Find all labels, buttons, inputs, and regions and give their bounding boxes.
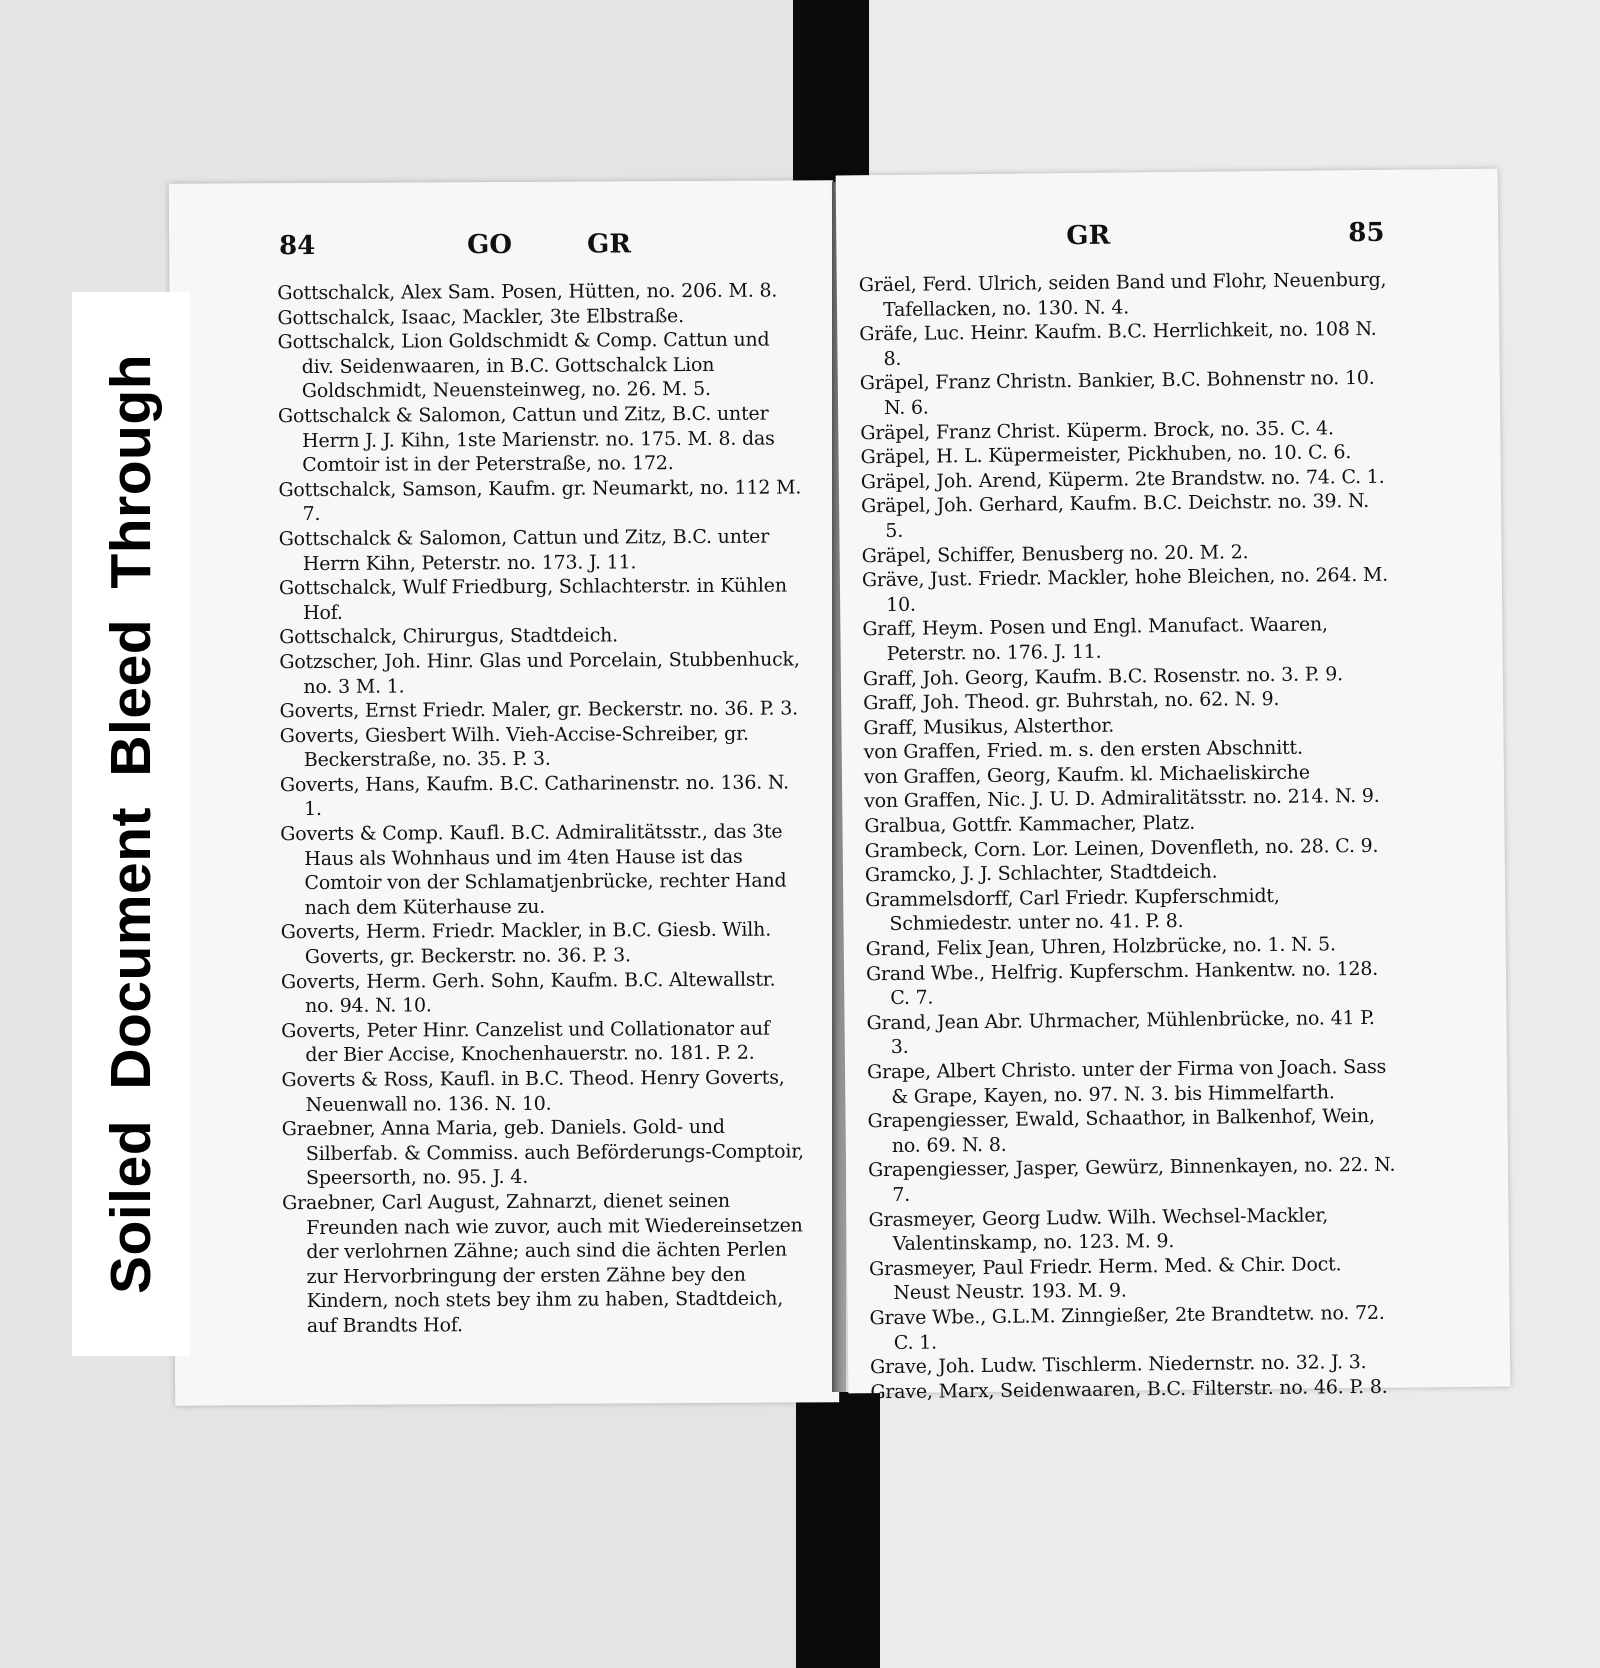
- soiled-document-label: Soiled Document Bleed Through: [99, 353, 163, 1295]
- directory-entry: Goverts, Hans, Kaufm. B.C. Catharinenstr. no. 136. N. 1.: [279, 771, 789, 821]
- directory-entry: Gotzscher, Joh. Hinr. Glas und Porcelain, Stubbenhuck, no. 3 M. 1.: [279, 648, 800, 698]
- right-page-header: [836, 217, 1498, 264]
- directory-entry: Gräpel, Schiffer, Benusberg no. 20. M. 2.: [861, 540, 1249, 567]
- running-head-gr-left: GR: [587, 229, 632, 260]
- running-head-go: GO: [467, 229, 513, 261]
- binding-strap-bottom: [796, 1392, 880, 1668]
- directory-entry: Goverts, Peter Hinr. Canzelist und Collationator auf der Bier Accise, Knochenhauerstr. no. 181. P. 2.: [281, 1017, 770, 1067]
- right-page: [836, 169, 1511, 1403]
- directory-entry: Gottschalck, Isaac, Mackler, 3te Elbstraße.: [277, 304, 684, 329]
- directory-entry: Grave Wbe., G.L.M. Zinngießer, 2te Brandtetw. no. 72. C. 1.: [869, 1301, 1385, 1354]
- left-entries-list: [277, 278, 809, 1338]
- directory-entry: Grand, Felix Jean, Uhren, Holzbrücke, no. 1. N. 5.: [865, 933, 1336, 961]
- binding-strap-top: [793, 0, 869, 185]
- directory-entry: Graff, Joh. Georg, Kaufm. B.C. Rosenstr. no. 3. P. 9.: [862, 662, 1344, 690]
- directory-entry: Grambeck, Corn. Lor. Leinen, Dovenfleth, no. 28. C. 9.: [864, 834, 1379, 862]
- directory-entry: Gottschalck, Wulf Friedburg, Schlachterstr. in Kühlen Hof.: [278, 574, 787, 624]
- directory-entry: Graff, Heym. Posen und Engl. Manufact. Waaren, Peterstr. no. 176. J. 11.: [862, 613, 1328, 665]
- directory-entry: von Graffen, Nic. J. U. D. Admiralitätsstr. no. 214. N. 9.: [864, 785, 1380, 813]
- directory-entry: Grape, Albert Christo. unter der Firma von Joach. Sass & Grape, Kayen, no. 97. N. 3. bis Himmelfarth.: [866, 1055, 1387, 1108]
- directory-entry: Grand Wbe., Helfrig. Kupferschm. Hankentw. no. 128. C. 7.: [865, 957, 1379, 1010]
- directory-entry: Graebner, Carl August, Zahnarzt, dienet seinen Freunden nach wie zuvor, auch mit Wiedereinsetzen der verlohrnen Zähne; auch sind die ächten Perlen zur Hervorbringung der ersten Zähne bey den Kindern, noch stets bey ihm zu haben, Stadtdeich, auf Brandts Hof.: [282, 1189, 803, 1337]
- running-head-gr-right: GR: [1066, 220, 1111, 252]
- directory-entry: Gräve, Just. Friedr. Mackler, hohe Bleichen, no. 264. M. 10.: [861, 563, 1389, 616]
- directory-entry: Graff, Musikus, Alsterthor.: [863, 714, 1115, 739]
- left-page: [169, 180, 839, 1405]
- directory-entry: Goverts, Ernst Friedr. Maler, gr. Beckerstr. no. 36. P. 3.: [279, 697, 798, 723]
- directory-entry: Gramcko, J. J. Schlachter, Stadtdeich.: [864, 860, 1218, 887]
- directory-entry: Gräpel, Joh. Gerhard, Kaufm. B.C. Deichstr. no. 39. N. 5.: [860, 490, 1370, 542]
- directory-entry: Gottschalck & Salomon, Cattun und Zitz, B.C. unter Herrn Kihn, Peterstr. no. 173. J. 11.: [278, 525, 770, 575]
- directory-entry: Grapengiesser, Ewald, Schaathor, in Balkenhof, Wein, no. 69. N. 8.: [867, 1105, 1375, 1157]
- directory-entry: Grasmeyer, Paul Friedr. Herm. Med. & Chir. Doct. Neust Neustr. 193. M. 9.: [868, 1253, 1342, 1305]
- directory-entry: Gräpel, Joh. Arend, Küperm. 2te Brandstw. no. 74. C. 1.: [860, 465, 1385, 494]
- directory-entry: Grammelsdorff, Carl Friedr. Kupferschmidt, Schmiedestr. unter no. 41. P. 8.: [865, 884, 1280, 936]
- directory-entry: Goverts & Comp. Kaufl. B.C. Admiralitätsstr., das 3te Haus als Wohnhaus und im 4ten Hause ist das Comtoir von der Schlamatjenbrücke, rechter Hand nach dem Küterhause zu.: [280, 820, 787, 919]
- directory-entry: Goverts, Herm. Gerh. Sohn, Kaufm. B.C. Altewallstr. no. 94. N. 10.: [280, 968, 776, 1018]
- directory-entry: Gräel, Ferd. Ulrich, seiden Band und Flohr, Neuenburg, Tafellacken, no. 130. N. 4.: [858, 268, 1387, 321]
- directory-entry: Gräpel, Franz Christ. Küperm. Brock, no. 35. C. 4.: [860, 416, 1334, 444]
- right-entries-list: [859, 268, 1399, 1405]
- left-page-header: [169, 228, 833, 271]
- directory-entry: von Graffen, Fried. m. s. den ersten Abschnitt.: [863, 736, 1303, 764]
- page-number-right: 85: [1348, 217, 1385, 249]
- directory-entry: Grand, Jean Abr. Uhrmacher, Mühlenbrücke, no. 41 P. 3.: [866, 1006, 1375, 1059]
- directory-entry: Gottschalck, Alex Sam. Posen, Hütten, no. 206. M. 8.: [277, 279, 778, 305]
- directory-entry: von Graffen, Georg, Kaufm. kl. Michaeliskirche: [863, 761, 1310, 789]
- directory-entry: Grapengiesser, Jasper, Gewürz, Binnenkayen, no. 22. N. 7.: [867, 1154, 1396, 1206]
- directory-entry: Goverts, Giesbert Wilh. Vieh-Accise-Schreiber, gr. Beckerstraße, no. 35. P. 3.: [279, 722, 749, 772]
- directory-entry: Gräfe, Luc. Heinr. Kaufm. B.C. Herrlichkeit, no. 108 N. 8.: [859, 318, 1377, 370]
- directory-entry: Gottschalck, Samson, Kaufm. gr. Neumarkt, no. 112 M. 7.: [278, 476, 802, 526]
- directory-entry: Gräpel, H. L. Küpermeister, Pickhuben, no. 10. C. 6.: [860, 441, 1352, 469]
- directory-entry: Gottschalck & Salomon, Cattun und Zitz, B.C. unter Herrn J. J. Kihn, 1ste Marienstr. no. 175. M. 8. das Comtoir ist in der Peterstraße, no. 172.: [277, 402, 775, 477]
- directory-entry: Grasmeyer, Georg Ludw. Wilh. Wechsel-Mackler, Valentinskamp, no. 123. M. 9.: [868, 1203, 1329, 1256]
- directory-entry: Gräpel, Franz Christn. Bankier, B.C. Bohnenstr no. 10. N. 6.: [859, 367, 1375, 419]
- directory-entry: Gralbua, Gottfr. Kammacher, Platz.: [864, 811, 1196, 838]
- directory-entry: Grave, Joh. Ludw. Tischlerm. Niedernstr. no. 32. J. 3.: [870, 1351, 1367, 1379]
- directory-entry: Goverts, Herm. Friedr. Mackler, in B.C. Giesb. Wilh. Goverts, gr. Beckerstr. no. 36. P. 3.: [280, 919, 772, 969]
- directory-entry: Graff, Joh. Theod. gr. Buhrstah, no. 62. N. 9.: [863, 687, 1280, 715]
- directory-entry: Graebner, Anna Maria, geb. Daniels. Gold- und Silberfab. & Commiss. auch Beförderungs-Comptoir, Speersorth, no. 95. J. 4.: [281, 1116, 804, 1190]
- page-number-left: 84: [279, 230, 316, 262]
- directory-entry: Grave, Marx, Seidenwaaren, B.C. Filterstr. no. 46. P. 8.: [870, 1375, 1388, 1403]
- directory-entry: Gottschalck, Chirurgus, Stadtdeich.: [279, 624, 619, 649]
- directory-entry: Goverts & Ross, Kaufl. in B.C. Theod. Henry Goverts, Neuenwall no. 136. N. 10.: [281, 1066, 785, 1116]
- directory-entry: Gottschalck, Lion Goldschmidt & Comp. Cattun und div. Seidenwaaren, in B.C. Gottschalck Lion Goldschmidt, Neuensteinweg, no. 26. M. 5.: [277, 328, 770, 403]
